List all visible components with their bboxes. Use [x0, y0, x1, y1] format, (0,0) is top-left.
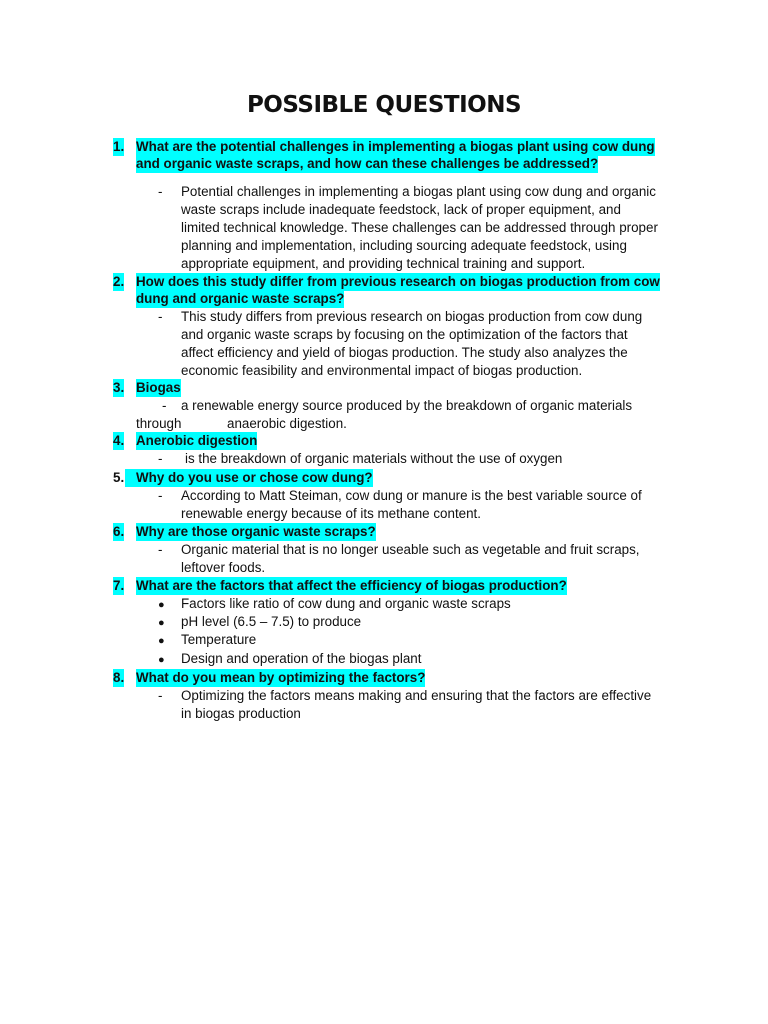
question-number: 7.	[113, 578, 125, 593]
dash-marker: -	[158, 488, 163, 503]
answer-text: planning and implementation, including sourcing adequate feedstock, using	[181, 238, 627, 253]
question-number: 5.	[113, 470, 125, 485]
bullet-icon: ●	[158, 635, 165, 647]
question-text: Why are those organic waste scraps?	[136, 524, 376, 539]
bullet-icon: ●	[158, 617, 165, 629]
page-title: POSSIBLE QUESTIONS	[246, 92, 522, 118]
answer-text: is the breakdown of organic materials without the use of oxygen	[185, 451, 563, 466]
answer-text: anaerobic digestion.	[227, 416, 347, 431]
bullet-icon: ●	[158, 654, 165, 666]
answer-text: According to Matt Steiman, cow dung or manure is the best variable source of	[181, 488, 642, 503]
dash-marker: -	[158, 451, 163, 466]
question-text: Biogas	[136, 380, 181, 395]
answer-text: Organic material that is no longer useable such as vegetable and fruit scraps,	[181, 542, 640, 557]
answer-text: and organic waste scraps by focusing on the optimization of the factors that	[181, 327, 628, 342]
question-number: 2.	[113, 274, 125, 289]
question-number: 4.	[113, 433, 125, 448]
dash-marker: -	[158, 688, 163, 703]
question-text: What are the factors that affect the efficiency of biogas production?	[136, 578, 567, 593]
question-number: 6.	[113, 524, 125, 539]
answer-text: economic feasibility and environmental impact of biogas production.	[181, 363, 583, 378]
dash-marker: -	[158, 184, 163, 199]
answer-text: affect efficiency and yield of biogas production. The study also analyzes the	[181, 345, 628, 360]
bullet-icon: ●	[158, 599, 165, 611]
answer-text: Optimizing the factors means making and ensuring that the factors are effective	[181, 688, 652, 703]
bullet-text: Factors like ratio of cow dung and organic waste scraps	[181, 596, 511, 611]
bullet-text: Temperature	[181, 632, 257, 647]
dash-marker: -	[158, 309, 163, 324]
answer-text: Potential challenges in implementing a biogas plant using cow dung and organic	[181, 184, 656, 199]
answer-text: waste scraps include inadequate feedstock, lack of proper equipment, and	[181, 202, 621, 217]
answer-text: limited technical knowledge. These challenges can be addressed through proper	[181, 220, 658, 235]
answer-text: through	[136, 416, 182, 431]
question-number: 8.	[113, 670, 125, 685]
question-text: dung and organic waste scraps?	[136, 291, 345, 306]
dash-marker: -	[162, 398, 167, 413]
question-number: 3.	[113, 380, 125, 395]
question-text: How does this study differ from previous research on biogas production from cow	[136, 274, 660, 289]
answer-text: renewable energy because of its methane content.	[181, 506, 481, 521]
answer-text: appropriate equipment, and providing technical training and support.	[181, 256, 586, 271]
answer-text: in biogas production	[181, 706, 301, 721]
answer-text: This study differs from previous research on biogas production from cow dung	[181, 309, 643, 324]
bullet-text: Design and operation of the biogas plant	[181, 651, 422, 666]
question-text: Anerobic digestion	[136, 433, 258, 448]
question-text: Why do you use or chose cow dung?	[125, 469, 373, 487]
answer-text: leftover foods.	[181, 560, 266, 575]
question-text: and organic waste scraps, and how can these challenges be addressed?	[136, 156, 599, 171]
bullet-text: pH level (6.5 – 7.5) to produce	[181, 614, 362, 629]
answer-text: a renewable energy source produced by the breakdown of organic materials	[181, 398, 633, 413]
question-text: What do you mean by optimizing the factors?	[136, 670, 426, 685]
question-number: 1.	[113, 139, 125, 154]
dash-marker: -	[158, 542, 163, 557]
question-text: What are the potential challenges in implementing a biogas plant using cow dung	[136, 139, 655, 154]
